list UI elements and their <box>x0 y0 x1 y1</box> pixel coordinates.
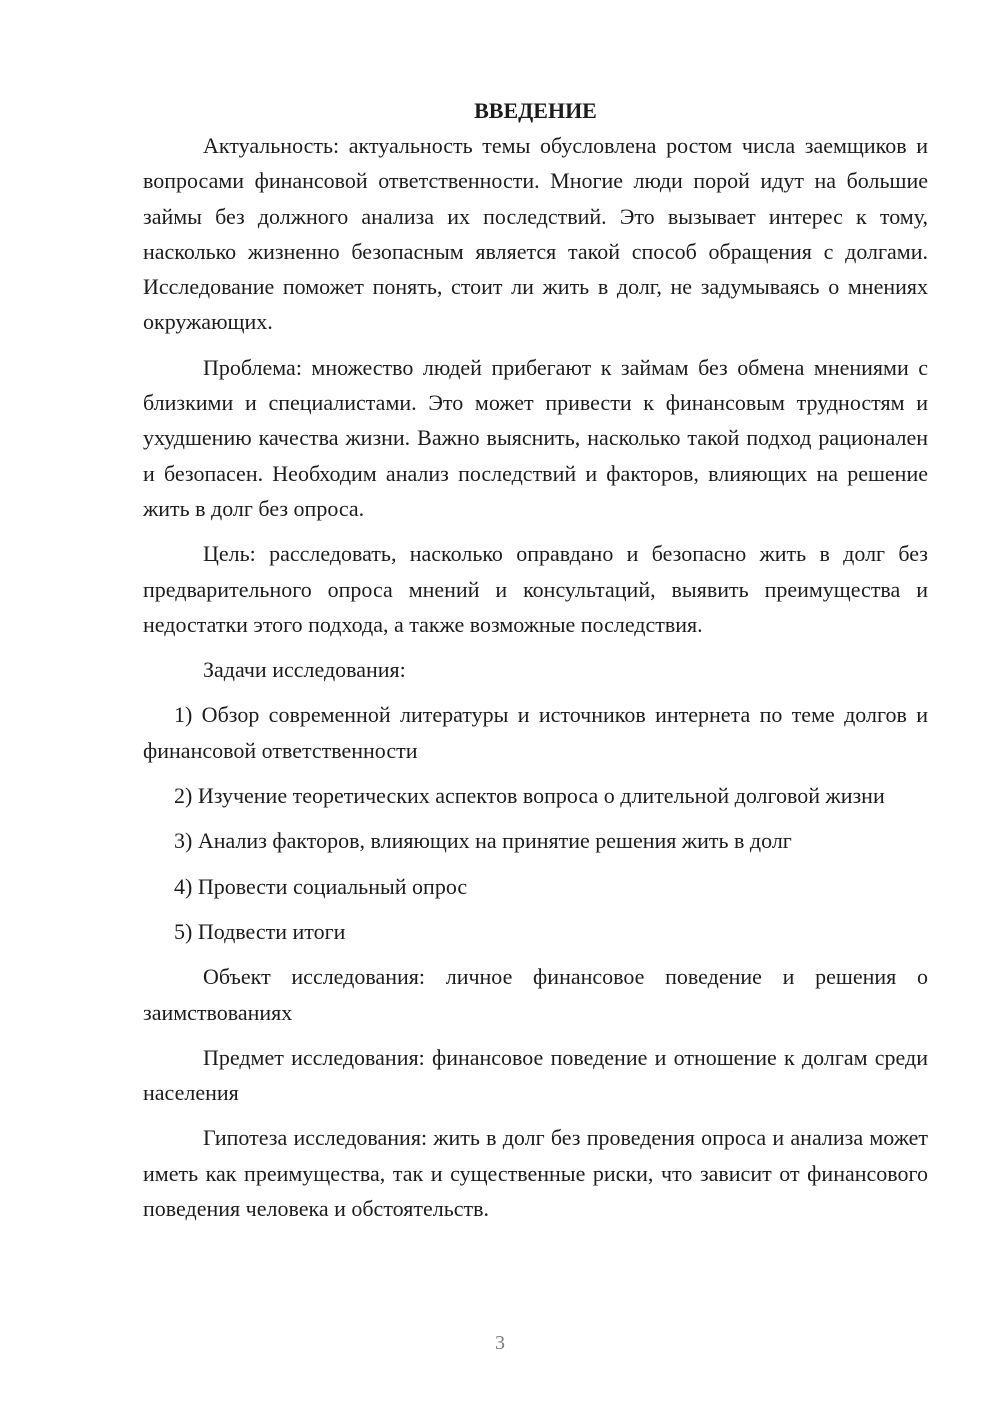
hypothesis-paragraph: Гипотеза исследования: жить в долг без проведения опроса и анализа может иметь как преимущества, так и существенные риски, что зависит от финансового поведения человека и обстоятельств. <box>143 1125 928 1222</box>
task-item-1: 1) Обзор современной литературы и источников интернета по теме долгов и финансовой ответственности <box>143 702 928 763</box>
page-content <box>143 93 928 1236</box>
relevance-paragraph: Актуальность: актуальность темы обусловлена ростом числа заемщиков и вопросами финансовой ответственности. Многие люди порой идут на большие займы без должного анализа их последствий. Это вызывает интерес к тому, насколько жизненно безопасным является такой способ обращения с долгами. Исследование поможет понять, стоит ли жить в долг, не задумываясь о мнениях окружающих. <box>143 133 928 335</box>
task-item-3: 3) Анализ факторов, влияющих на принятие решения жить в долг <box>174 828 792 854</box>
subject-paragraph: Предмет исследования: финансовое поведение и отношение к долгам среди населения <box>143 1044 928 1106</box>
task-item-2: 2) Изучение теоретических аспектов вопроса о длительной долговой жизни <box>174 783 885 809</box>
task-item-4: 4) Провести социальный опрос <box>174 873 468 899</box>
problem-paragraph: Проблема: множество людей прибегают к займам без обмена мнениями с близкими и специалистами. Это может привести к финансовым трудностям и ухудшению качества жизни. Важно выяснить, насколько такой подход рационален и безопасен. Необходим анализ последствий и факторов, влияющих на решение жить в долг без опроса. <box>143 354 928 521</box>
task-item-5: 5) Подвести итоги <box>174 918 346 944</box>
section-title: ВВЕДЕНИЕ <box>474 98 597 123</box>
goal-paragraph: Цель: расследовать, насколько оправдано и безопасно жить в долг без предварительного опроса мнений и консультаций, выявить преимущества и недостатки этого подхода, а также возможные последствия. <box>143 541 928 637</box>
page-number: 3 <box>495 1332 505 1354</box>
tasks-heading: Задачи исследования: <box>203 657 406 683</box>
object-paragraph: Объект исследования: личное финансовое поведение и решения о заимствованиях <box>143 964 928 1025</box>
